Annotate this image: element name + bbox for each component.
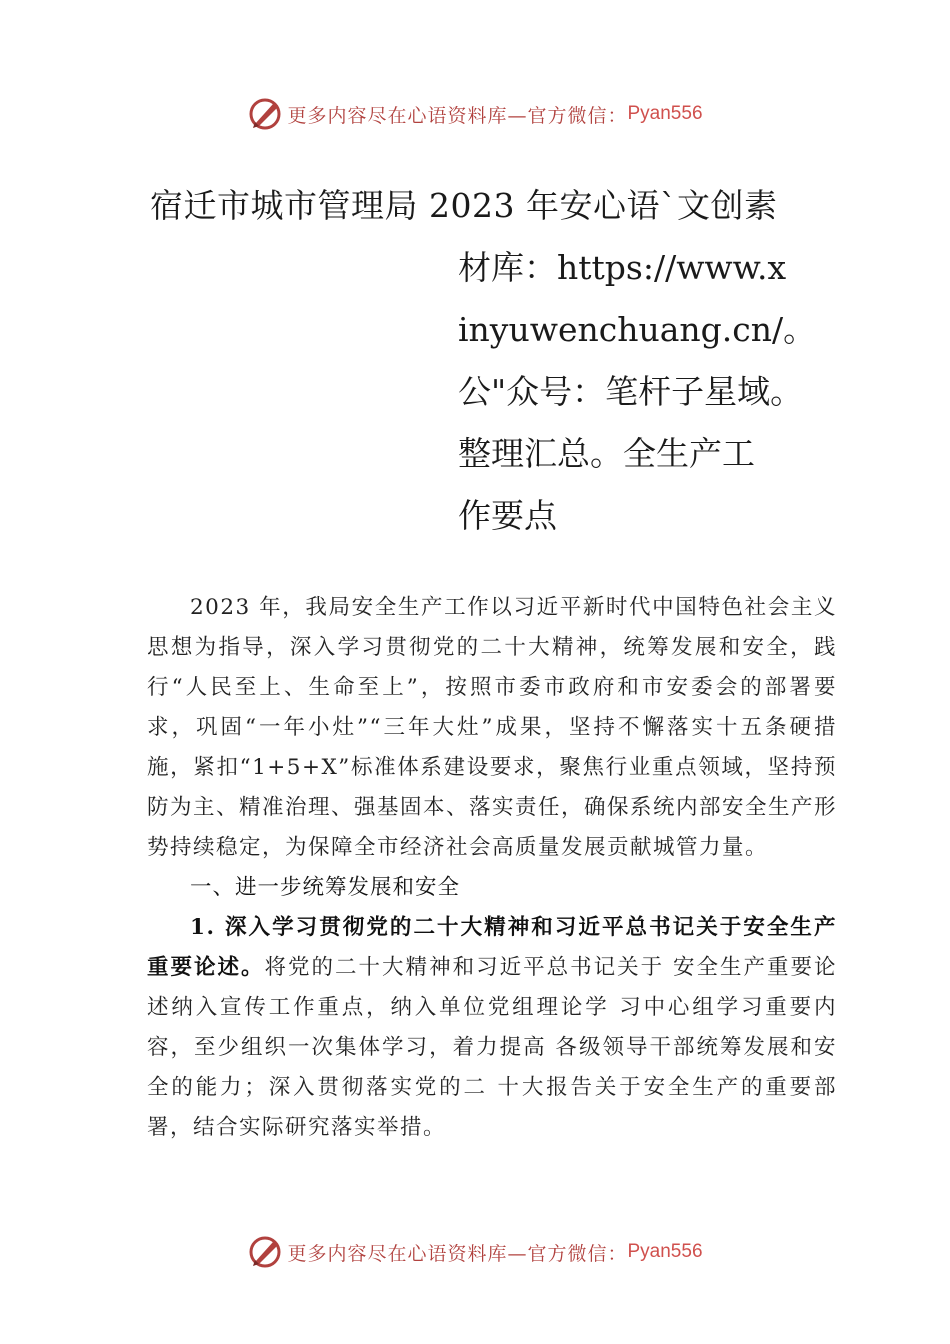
item-1-text: 将党的二十大精神和习近平总书记关于 安全生产重要论述纳入宣传工作重点，纳入单位党组理论学 习中心组学习重要内容，至少组织一次集体学习，着力提高 各级领导干部统筹发展和安全的能力；深入贯彻落实党的二 十大报告关于安全生产的重要部署，结合实际研究落实举措。	[147, 955, 837, 1140]
section-heading-1: 一、进一步统筹发展和安全	[190, 875, 461, 900]
pen-logo-icon	[247, 96, 283, 132]
document-body	[147, 588, 837, 1148]
title-line-1: 宿迁市城市管理局 2023 年安心语`文创素	[150, 186, 778, 225]
watermark-banner-bottom	[0, 1232, 950, 1272]
watermark-text: 更多内容尽在心语资料库—官方微信：	[287, 1242, 628, 1265]
item-1-paragraph	[147, 908, 837, 1148]
title-line-4: 公"众号：笔杆子星域。	[458, 372, 804, 411]
watermark-id: Pyan556	[627, 103, 703, 124]
watermark-text: 更多内容尽在心语资料库—官方微信：	[287, 104, 628, 127]
title-line-6: 作要点	[458, 496, 557, 535]
pen-logo-icon	[247, 1234, 283, 1270]
watermark-id: Pyan556	[627, 1241, 703, 1262]
watermark-banner-top	[0, 94, 950, 134]
title-line-5: 整理汇总。全生产工	[458, 434, 755, 473]
title-line-3: inyuwenchuang.cn/。	[458, 310, 817, 349]
item-1-lead: 1. 深入学习贯彻党的二十大精神和习近平总书记关于安全生产重要论述。	[147, 915, 837, 980]
title-line-2: 材库：https://www.x	[458, 248, 787, 287]
intro-paragraph: 2023 年，我局安全生产工作以习近平新时代中国特色社会主义思想为指导，深入学习贯彻党的二十大精神，统筹发展和安全，践行“人民至上、生命至上”，按照市委市政府和市安委会的部署要求，巩固“一年小灶”“三年大灶”成果，坚持不懈落实十五条硬措施，紧扣“1+5+X”标准体系建设要求，聚焦行业重点领域，坚持预防为主、精准治理、强基固本、落实责任，确保系统内部安全生产形势持续稳定，为保障全市经济社会高质量发展贡献城管力量。	[147, 595, 838, 860]
